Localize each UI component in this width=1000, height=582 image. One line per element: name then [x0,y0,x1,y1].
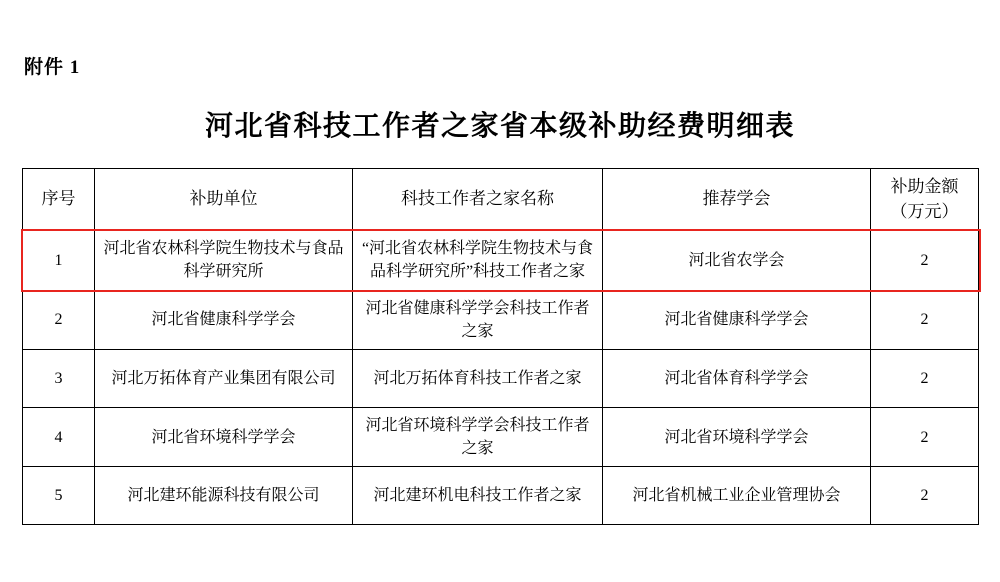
cell-home-name: “河北省农林科学院生物技术与食品科学研究所”科技工作者之家 [353,231,603,290]
table-body [23,231,979,525]
subsidy-table [22,168,979,525]
cell-amount: 2 [871,231,979,290]
table-row [23,350,979,408]
cell-home-name: 河北建环机电科技工作者之家 [353,467,603,525]
header-index: 序号 [23,169,95,231]
cell-unit: 河北建环能源科技有限公司 [95,467,353,525]
attachment-label: 附件 1 [24,57,81,78]
cell-society: 河北省农学会 [603,231,871,290]
cell-index: 2 [23,290,95,349]
table-row [23,231,979,290]
cell-index: 3 [23,350,95,408]
cell-index: 5 [23,467,95,525]
cell-amount: 2 [871,290,979,349]
header-home-name: 科技工作者之家名称 [353,169,603,231]
cell-index: 1 [23,231,95,290]
cell-home-name: 河北省环境科学学会科技工作者之家 [353,408,603,467]
table-header [23,169,979,231]
cell-unit: 河北省健康科学学会 [95,290,353,349]
cell-society: 河北省体育科学学会 [603,350,871,408]
header-unit: 补助单位 [95,169,353,231]
cell-home-name: 河北万拓体育科技工作者之家 [353,350,603,408]
cell-amount: 2 [871,467,979,525]
subsidy-table-wrapper [22,168,978,525]
header-amount [871,169,979,231]
cell-amount: 2 [871,350,979,408]
cell-unit: 河北省环境科学学会 [95,408,353,467]
cell-society: 河北省机械工业企业管理协会 [603,467,871,525]
cell-amount: 2 [871,408,979,467]
cell-society: 河北省健康科学学会 [603,290,871,349]
table-row [23,290,979,349]
page-title: 河北省科技工作者之家省本级补助经费明细表 [204,111,795,142]
header-society: 推荐学会 [603,169,871,231]
cell-home-name: 河北省健康科学学会科技工作者之家 [353,290,603,349]
header-amount-line2: （万元） [890,201,959,221]
cell-unit: 河北省农林科学院生物技术与食品科学研究所 [95,231,353,290]
header-amount-line1: 补助金额 [890,177,959,196]
table-row [23,467,979,525]
table-row [23,408,979,467]
cell-society: 河北省环境科学学会 [603,408,871,467]
table-header-row [23,169,979,231]
cell-index: 4 [23,408,95,467]
cell-unit: 河北万拓体育产业集团有限公司 [95,350,353,408]
